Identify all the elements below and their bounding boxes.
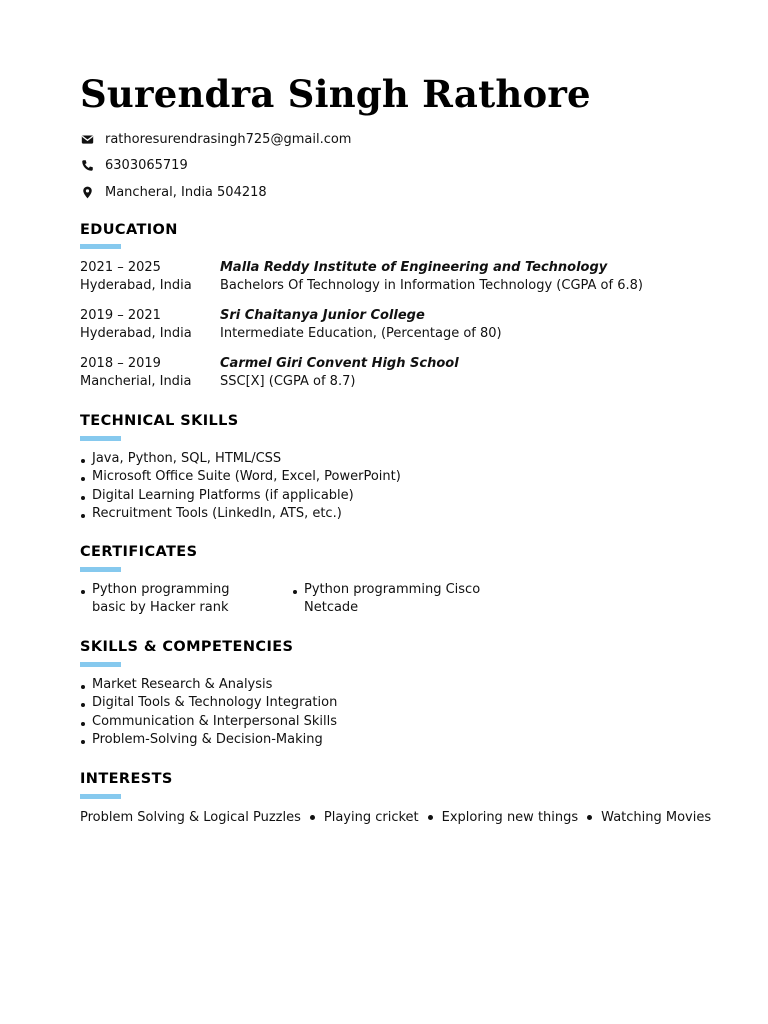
- list-item: Market Research & Analysis: [80, 676, 337, 694]
- technical-skills-heading: TECHNICAL SKILLS: [80, 413, 239, 429]
- list-item: Communication & Interpersonal Skills: [80, 713, 337, 731]
- contact-block: [80, 126, 351, 206]
- list-item: Digital Tools & Technology Integration: [80, 694, 337, 712]
- education-degree: Intermediate Education, (Percentage of 80): [220, 326, 502, 341]
- education-degree: Bachelors Of Technology in Information Technology (CGPA of 6.8): [220, 278, 643, 293]
- interests-heading: INTERESTS: [80, 771, 173, 787]
- list-item: Problem-Solving & Decision-Making: [80, 731, 337, 749]
- education-heading: EDUCATION: [80, 222, 178, 238]
- education-institution: Sri Chaitanya Junior College: [220, 308, 425, 323]
- education-location: Mancherial, India: [80, 374, 192, 389]
- interests-accent-bar: [80, 794, 121, 799]
- contact-location: [80, 179, 351, 206]
- education-item: [80, 308, 700, 348]
- skills-competencies-heading: SKILLS & COMPETENCIES: [80, 639, 294, 655]
- phone-text[interactable]: 6303065719: [105, 158, 188, 174]
- interest-item: Problem Solving & Logical Puzzles: [80, 810, 301, 825]
- email-text[interactable]: rathoresurendrasingh725@gmail.com: [105, 131, 352, 147]
- contact-email: [80, 126, 351, 153]
- education-dates: 2018 – 2019: [80, 356, 161, 371]
- education-degree: SSC[X] (CGPA of 8.7): [220, 374, 356, 389]
- education-item: [80, 260, 700, 300]
- contact-phone: [80, 153, 351, 180]
- bullet-separator: [587, 815, 592, 820]
- list-item: Recruitment Tools (LinkedIn, ATS, etc.): [80, 505, 401, 523]
- education-dates: 2019 – 2021: [80, 308, 161, 323]
- education-institution: Malla Reddy Institute of Engineering and Technology: [220, 260, 608, 275]
- interest-item: Playing cricket: [323, 810, 419, 825]
- education-location: Hyderabad, India: [80, 326, 192, 341]
- interest-item: Watching Movies: [601, 810, 712, 825]
- certificates-accent-bar: [80, 567, 121, 572]
- candidate-name: Surendra Singh Rathore: [80, 72, 591, 116]
- skills-competencies-accent-bar: [80, 662, 121, 667]
- education-accent-bar: [80, 244, 121, 249]
- skills-competencies-list: [80, 676, 337, 749]
- certificate-item: Python programming Cisco Netcade: [292, 581, 494, 618]
- technical-skills-accent-bar: [80, 436, 121, 441]
- certificate-item: Python programming basic by Hacker rank: [80, 581, 262, 618]
- interest-item: Exploring new things: [441, 810, 579, 825]
- certificates-heading: CERTIFICATES: [80, 544, 198, 560]
- list-item: Microsoft Office Suite (Word, Excel, PowerPoint): [80, 468, 401, 486]
- list-item: Digital Learning Platforms (if applicable): [80, 487, 401, 505]
- bullet-separator: [310, 815, 315, 820]
- phone-icon: [80, 159, 94, 173]
- list-item: Java, Python, SQL, HTML/CSS: [80, 450, 401, 468]
- location-pin-icon: [80, 185, 94, 199]
- education-location: Hyderabad, India: [80, 278, 192, 293]
- bullet-separator: [428, 815, 433, 820]
- envelope-icon: [80, 132, 94, 146]
- education-item: [80, 356, 700, 396]
- education-institution: Carmel Giri Convent High School: [220, 356, 459, 371]
- technical-skills-list: [80, 450, 401, 523]
- education-dates: 2021 – 2025: [80, 260, 161, 275]
- location-text: Mancheral, India 504218: [105, 184, 267, 200]
- interests-list: [80, 810, 711, 825]
